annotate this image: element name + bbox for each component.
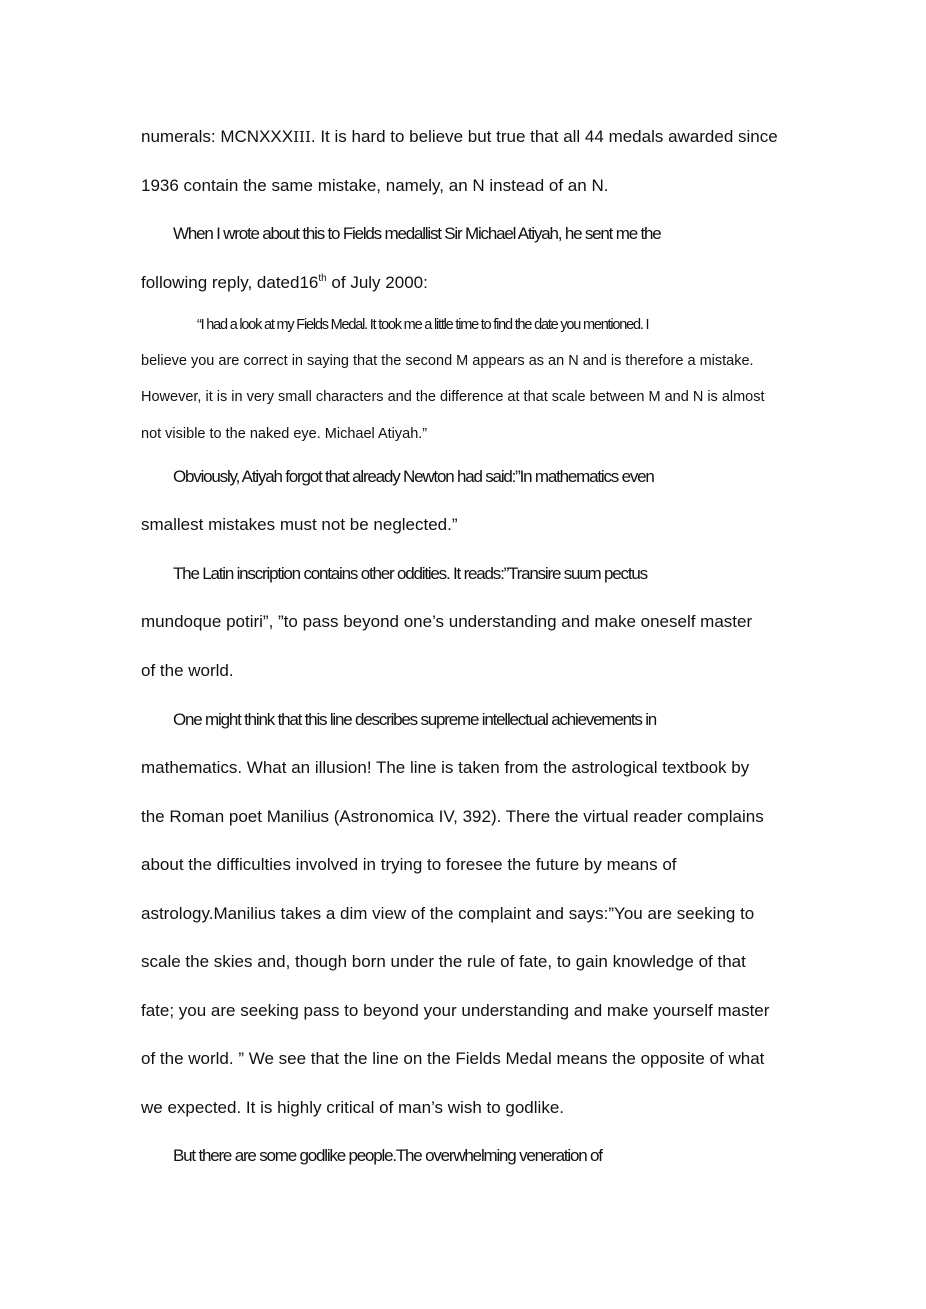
paragraph-line: astrology.Manilius takes a dim view of the complaint and says:”You are seeking to: [141, 904, 755, 923]
roman-numeral: III: [293, 128, 311, 146]
text-span: numerals: MCNXXX: [141, 127, 294, 146]
quote-line: not visible to the naked eye. Michael Atiyah.”: [141, 426, 428, 442]
paragraph-line: [141, 126, 801, 148]
quote-line: However, it is in very small characters and the difference at that scale between M and N is almost: [141, 389, 765, 405]
paragraph-line: scale the skies and, though born under the rule of fate, to gain knowledge of that: [141, 952, 746, 971]
paragraph-line: One might think that this line describes supreme intellectual achievements in: [173, 710, 657, 729]
paragraph-line: Obviously, Atiyah forgot that already Newton had said:”In mathematics even: [173, 467, 654, 486]
quote-line: believe you are correct in saying that the second M appears as an N and is therefore a mistake.: [141, 353, 754, 369]
text-span: following reply, dated16: [141, 273, 319, 292]
paragraph-line: The Latin inscription contains other oddities. It reads:”Transire suum pectus: [173, 564, 647, 583]
paragraph-line: the Roman poet Manilius (Astronomica IV, 392). There the virtual reader complains: [141, 807, 764, 826]
paragraph-line: we expected. It is highly critical of man’s wish to godlike.: [141, 1098, 564, 1117]
paragraph-line: 1936 contain the same mistake, namely, an N instead of an N.: [141, 176, 609, 195]
paragraph-line: mundoque potiri”, ”to pass beyond one’s understanding and make oneself master: [141, 612, 753, 631]
paragraph-line: of the world. ” We see that the line on the Fields Medal means the opposite of what: [141, 1049, 765, 1068]
text-span: of July 2000:: [326, 273, 428, 292]
superscript: th: [318, 273, 327, 284]
paragraph-line: But there are some godlike people.The overwhelming veneration of: [173, 1146, 602, 1165]
paragraph-line: smallest mistakes must not be neglected.”: [141, 515, 458, 534]
paragraph-line: fate; you are seeking pass to beyond your understanding and make yourself master: [141, 1001, 770, 1020]
text-span: . It is hard to believe but true that all 44 medals awarded since: [310, 127, 778, 146]
paragraph-line: of the world.: [141, 661, 234, 680]
paragraph-line: about the difficulties involved in trying to foresee the future by means of: [141, 855, 677, 874]
quote-line: “I had a look at my Fields Medal. It took me a little time to find the date you mentioned. I: [197, 317, 649, 333]
paragraph-line: [141, 272, 801, 294]
paragraph-line: When I wrote about this to Fields medallist Sir Michael Atiyah, he sent me the: [173, 224, 661, 243]
paragraph-line: mathematics. What an illusion! The line is taken from the astrological textbook by: [141, 758, 750, 777]
